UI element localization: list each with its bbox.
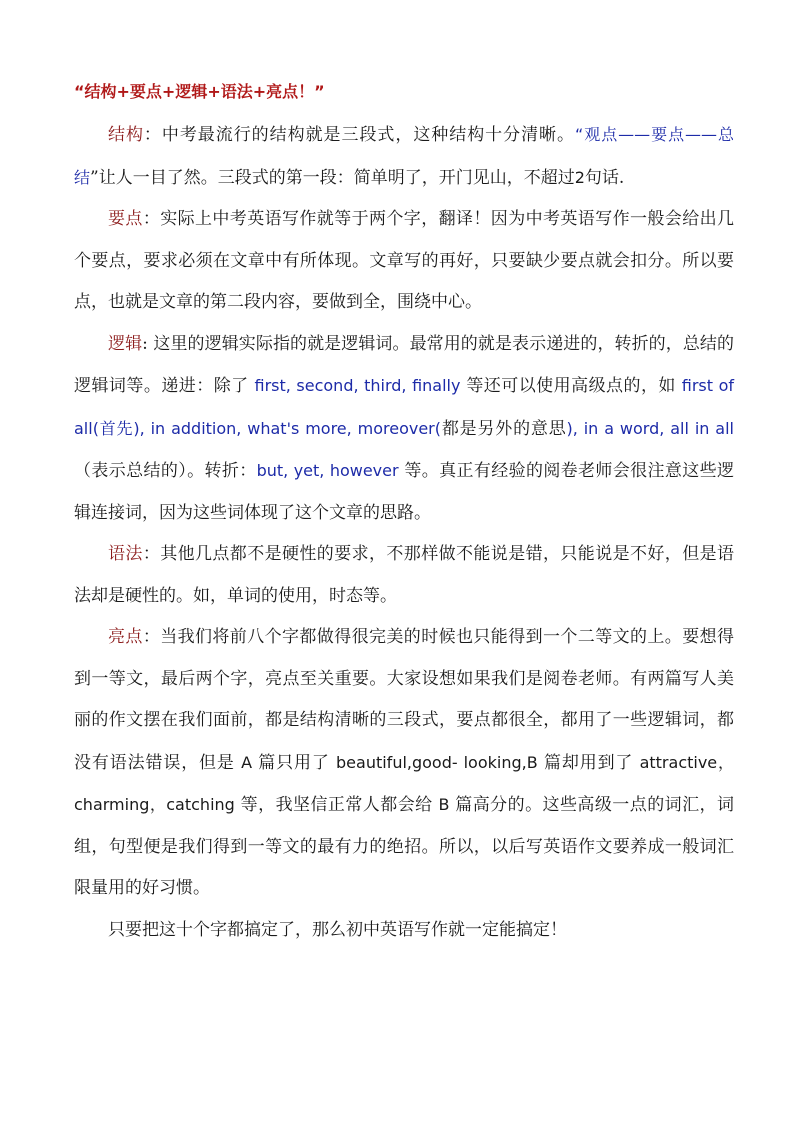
text-segment: 都是另外的意思 xyxy=(441,418,567,439)
text-segment: 等，我坚信正常人都会给 xyxy=(234,795,439,815)
text-segment: 篇只用了 xyxy=(252,752,337,773)
paragraph-logic xyxy=(74,324,734,535)
paragraph-key-points xyxy=(74,199,734,324)
english-word: attractive，charming，catching xyxy=(74,752,735,814)
text-segment: ：其他几点都不是硬性的要求，不那样做不能说是错，只能说是不好，但是语法却是硬性的。如，单词的使用，时态等。 xyxy=(74,544,735,606)
number-two: 2 xyxy=(574,167,585,187)
english-word: A xyxy=(241,752,253,772)
text-segment: （表示总结的）。转折： xyxy=(74,461,257,481)
text-segment: 篇却用到了 xyxy=(537,752,640,773)
text-segment: : 这里的逻辑实际指的就是逻辑词。最常用的就是表示递进的，转折的，总结的逻辑词等。递进：除了 xyxy=(74,333,735,396)
label-logic: 逻辑 xyxy=(108,333,143,354)
paragraph-highlights xyxy=(74,617,734,910)
document-title: “结构+要点+逻辑+语法+亮点！” xyxy=(74,82,325,101)
highlight-connectors-1: first, second, third, finally xyxy=(254,376,461,395)
highlight-connectors-4: but, yet, however xyxy=(256,461,399,480)
english-word: B xyxy=(438,795,450,814)
label-key-points: 要点 xyxy=(108,209,143,229)
text-segment: 等。真正有经验的阅卷老师会很注意这些逻辑连接词，因为这些词体现了这个文章的思路。 xyxy=(74,461,735,523)
highlight-connectors-2: first of all(首先), in addition, what's more, moreover( xyxy=(74,376,735,438)
text-segment: 等还可以使用高级点的，如 xyxy=(460,376,682,396)
english-word: beautiful,good- looking,B xyxy=(336,752,538,772)
text-segment: 篇高分的。这些高级一点的词汇，词组，句型便是我们得到一等文的最有力的绝招。所以，以后写英语作文要养成一般词汇限量用的好习惯。 xyxy=(74,795,734,898)
paragraph-grammar xyxy=(74,534,734,617)
label-highlights: 亮点 xyxy=(108,627,143,647)
text-segment: ：中考最流行的结构就是三段式，这种结构十分清晰。 xyxy=(143,125,575,145)
highlight-outline: “观点——要点——总结 xyxy=(74,125,734,187)
label-structure: 结构 xyxy=(108,125,144,145)
paragraph-conclusion xyxy=(74,910,734,952)
highlight-connectors-3: ), in a word, all in all xyxy=(566,418,735,438)
text-segment: 句话. xyxy=(584,167,625,188)
text-segment: 只要把这十个字都搞定了，那么初中英语写作就一定能搞定！ xyxy=(108,919,567,940)
text-segment: ：实际上中考英语写作就等于两个字，翻译！因为中考英语写作一般会给出几个要点，要求必须在文章中有所体现。文章写的再好，只要缺少要点就会扣分。所以要点，也就是文章的第二段内容，要做到全，围绕中心。 xyxy=(74,209,735,312)
text-segment: ：当我们将前八个字都做得很完美的时候也只能得到一个二等文的上。要想得到一等文，最后两个字，亮点至关重要。大家设想如果我们是阅卷老师。有两篇写人美丽的作文摆在我们面前，都是结构清晰的三段式，要点都很全，都用了一些逻辑词，都没有语法错误，但是 xyxy=(74,627,735,773)
document-page xyxy=(74,78,734,951)
text-segment: ”让人一目了然。三段式的第一段：简单明了，开门见山，不超过 xyxy=(90,167,575,188)
label-grammar: 语法 xyxy=(108,544,143,564)
paragraph-structure xyxy=(74,114,734,199)
